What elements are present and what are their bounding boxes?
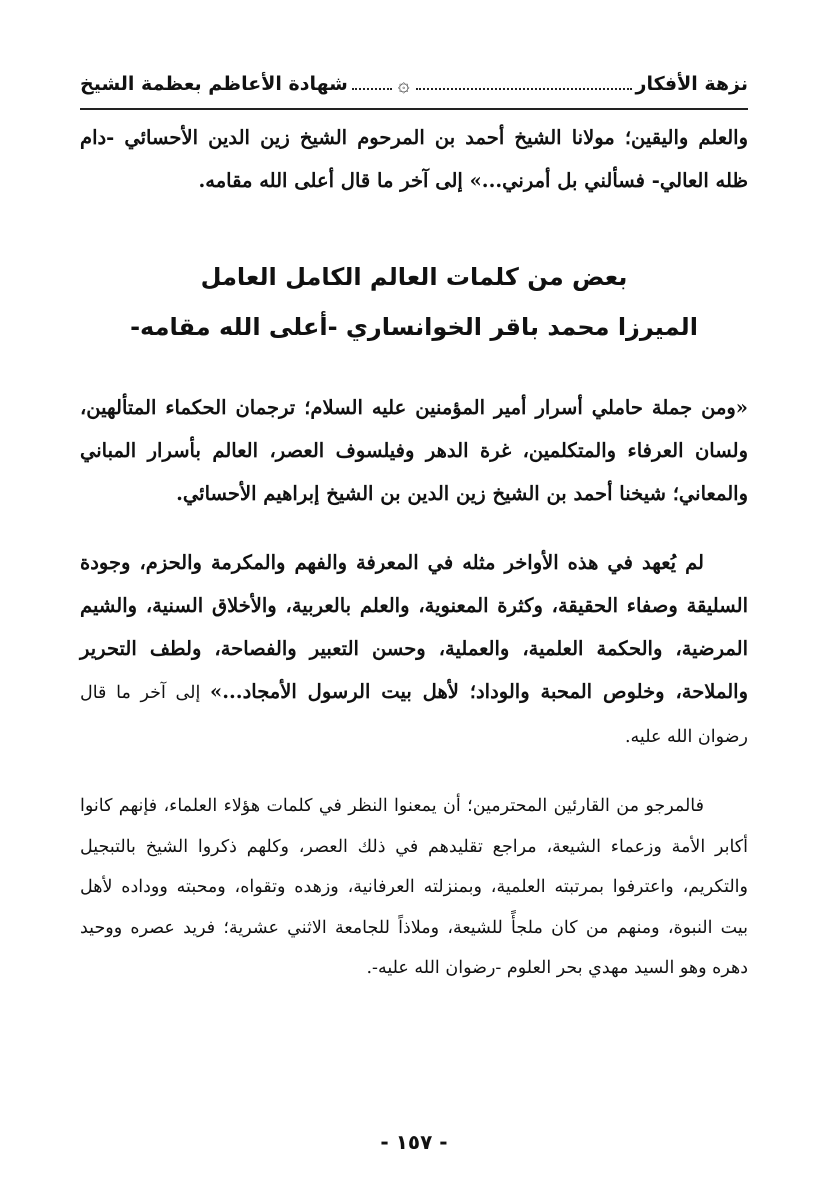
running-header: [80, 62, 748, 106]
header-dotted-leader: [352, 88, 392, 90]
section-heading-line-2: الميرزا محمد باقر الخوانساري -أعلى الله مقامه-: [130, 313, 698, 341]
header-dotted-leader: [416, 88, 632, 90]
section-title: شهادة الأعاظم بعظمة الشيخ: [80, 73, 348, 95]
intro-continuation-paragraph: والعلم واليقين؛ مولانا الشيخ أحمد بن المرحوم الشيخ زين الدين الأحسائي -دام ظله العالي- فسألني بل أمرني...» إلى آخر ما قال أعلى الله مقامه.: [80, 126, 748, 192]
book-title: نزهة الأفكار: [635, 73, 748, 95]
ornament-icon: ۞: [397, 72, 410, 96]
page-number: - ١٥٧ -: [380, 1130, 448, 1154]
section-heading-line-1: بعض من كلمات العالم الكامل العامل: [200, 263, 628, 291]
quote-paragraph-1: «ومن جملة حاملي أسرار أمير المؤمنين عليه السلام؛ ترجمان الحكماء المتألهين، ولسان العرفاء والمتكلمين، غرة الدهر وفيلسوف العصر، العالم بأسرار المباني والمعاني؛ شيخنا أحمد بن الشيخ زين الدين بن الشيخ إبراهيم الأحسائي.: [80, 396, 748, 505]
quote-paragraph-2: [80, 541, 748, 757]
closing-paragraph: فالمرجو من القارئين المحترمين؛ أن يمعنوا النظر في كلمات هؤلاء العلماء، فإنهم كانوا أكابر الأمة وزعماء الشيعة، مراجع تقليدهم في ذلك العصر، وكلهم ذكروا الشيخ بالتبجيل والتكريم، واعترفوا بمرتبته العلمية، وبمنزلته العرفانية، وزهده وتقواه، ومحبته ووداده لأهل بيت النبوة، ومنهم من كان ملجأً للشيعة، وملاذاً للجامعة الاثني عشرية؛ فريد عصره ووحيد دهره وهو السيد مهدي بحر العلوم -رضوان الله عليه-.: [80, 796, 748, 978]
quote-paragraph-2-text: لم يُعهد في هذه الأواخر مثله في المعرفة والفهم والمكرمة والحزم، وجودة السليقة وصفاء الحقيقة، وكثرة المعنوية، والعلم بالعربية، والأخلاق السنية، والشيم المرضية، والحكمة العلمية، والعملية، وحسن التعبير والفصاحة، ولطف التحرير والملاحة، وخلوص المحبة والوداد؛ لأهل بيت الرسول الأمجاد...»: [80, 551, 748, 703]
quote-paragraph-2-tail: إلى آخر ما قال رضوان الله عليه.: [80, 683, 748, 747]
header-rule: [80, 108, 748, 110]
